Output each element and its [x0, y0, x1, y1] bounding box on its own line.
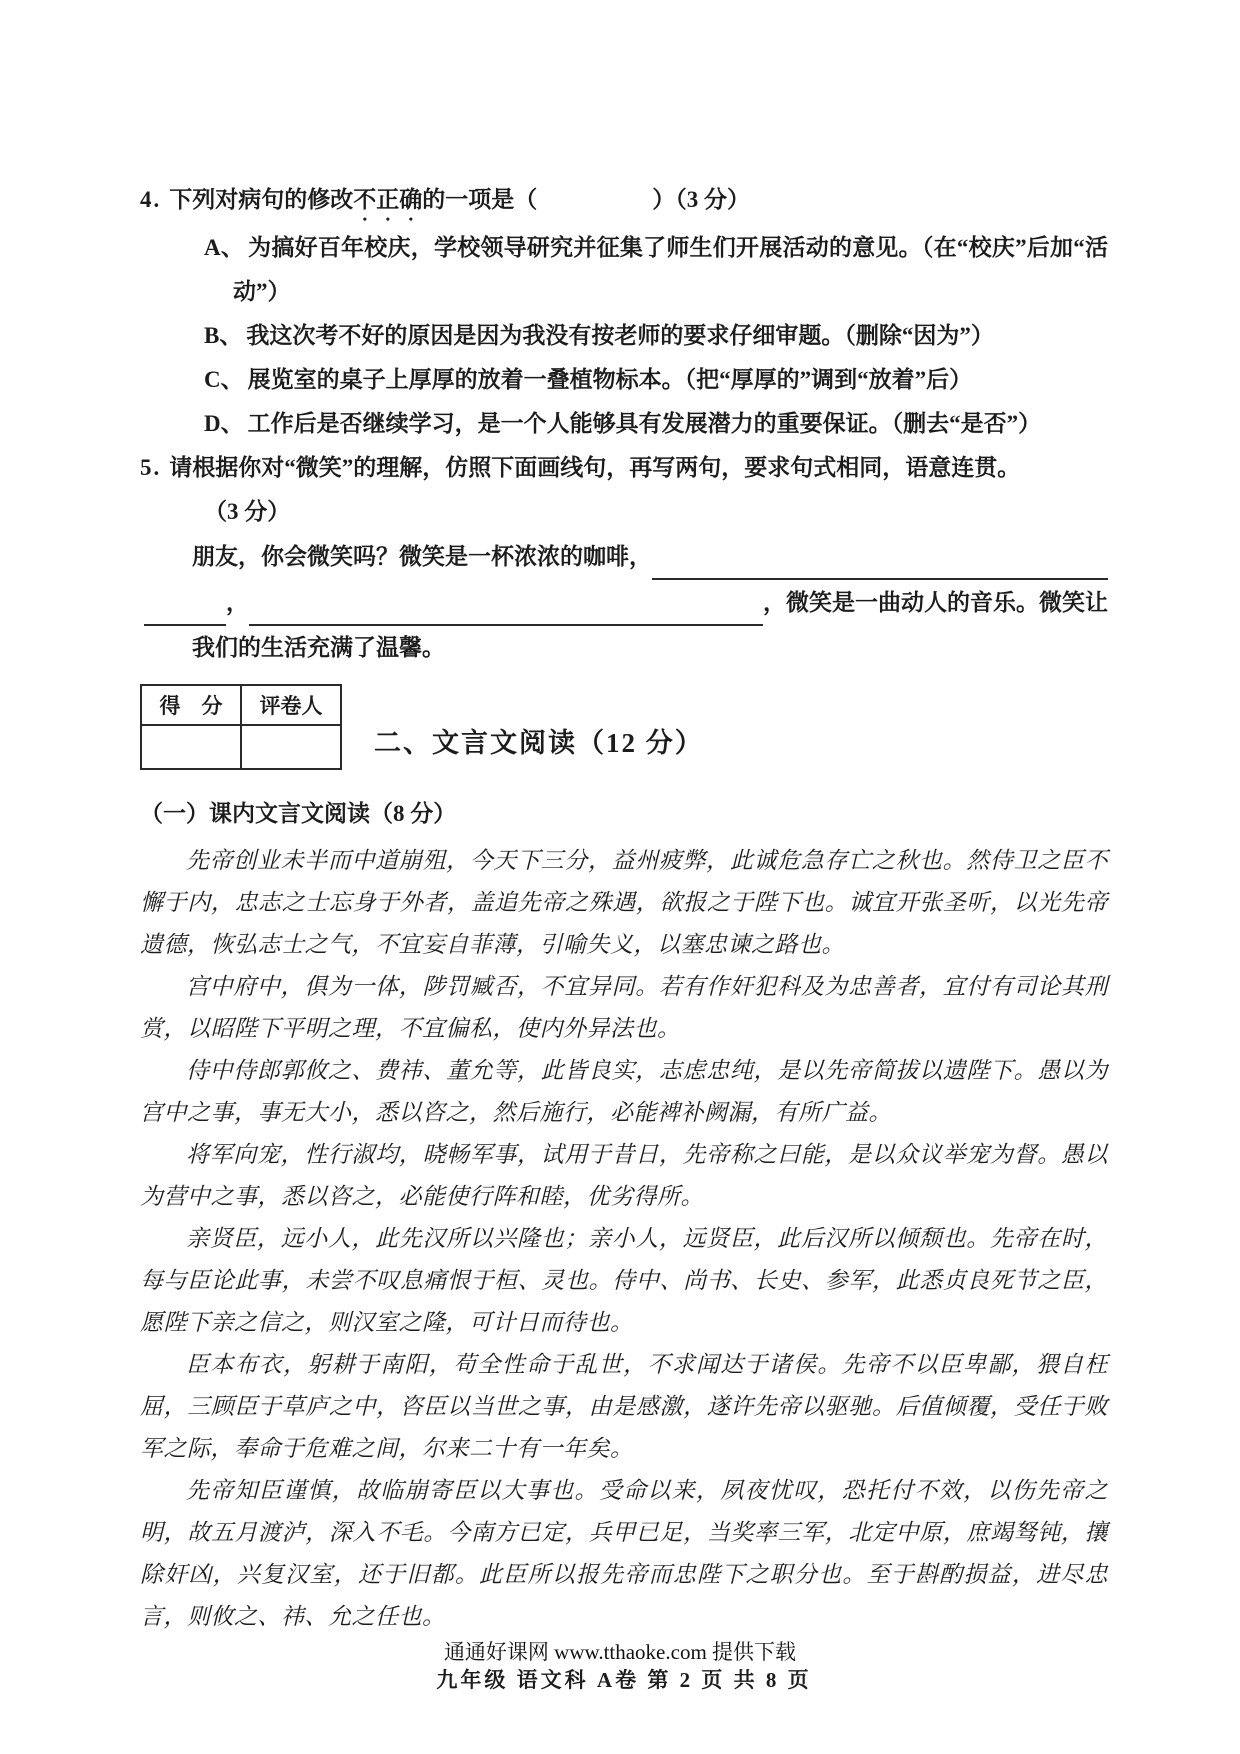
question-4-number: 4. [140, 187, 162, 212]
passage-paragraph: 亲贤臣，远小人，此先汉所以兴隆也；亲小人，远贤臣，此后汉所以倾颓也。先帝在时，每与臣论此事，未尝不叹息痛恨于桓、灵也。侍中、尚书、长史、参军，此悉贞良死节之臣，愿陛下亲之信之，则汉室之隆，可计日而待也。 [140, 1226, 1108, 1335]
section-title: 二、文言文阅读（12 分） [374, 727, 704, 758]
question-4-stem-emphasis: 不正确 [353, 187, 423, 212]
subsection-title: （一）课内文言文阅读（8 分） [140, 801, 457, 826]
question-5-stem-text: 请根据你对“微笑”的理解，仿照下面画线句，再写两句，要求句式相同，语意连贯。 [169, 455, 1021, 480]
grader-cell-label: 评卷人 [241, 685, 341, 725]
passage-paragraph: 臣本布衣，躬耕于南阳，苟全性命于乱世，不求闻达于诸侯。先帝不以臣卑鄙，猥自枉屈，三顾臣于草庐之中，咨臣以当世之事，由是感激，遂许先帝以驱驰。后值倾覆，受任于败军之际，奉命于危难之间，尔来二十有一年矣。 [140, 1352, 1108, 1461]
question-5-sentence-line-3: 我们的生活充满了温馨。 [192, 635, 445, 660]
question-4-stem-post: 的一项是（ ）（3 分） [422, 187, 750, 212]
question-4-option-d [204, 402, 1108, 446]
passage-paragraph: 先帝创业未半而中道崩殂，今天下三分，益州疲弊，此诚危急存亡之秋也。然侍卫之臣不懈于内，忠志之士忘身于外者，盖追先帝之殊遇，欲报之于陛下也。诚宜开张圣听，以光先帝遗德，恢弘志士之气，不宜妄自菲薄，引喻失义，以塞忠谏之路也。 [140, 848, 1108, 957]
passage [140, 840, 1108, 1638]
passage-paragraph: 侍中侍郎郭攸之、费祎、董允等，此皆良实，志虑忠纯，是以先帝简拔以遗陛下。愚以为宫中之事，事无大小，悉以咨之，然后施行，必能裨补阙漏，有所广益。 [140, 1058, 1108, 1125]
score-cell-empty [141, 725, 241, 769]
option-c-text: 展览室的桌子上厚厚的放着一叠植物标本。（把“厚厚的”调到“放着”后） [247, 367, 973, 392]
grader-cell-empty [241, 725, 341, 769]
sentence-line-2-comma: ， [226, 590, 249, 615]
sentence-line-2-tail: ，微笑是一曲动人的音乐。微笑让 [763, 590, 1108, 615]
question-5-stem [140, 446, 1108, 490]
question-5-sentence-line-2 [144, 580, 1108, 626]
passage-paragraph: 将军向宠，性行淑均，晓畅军事，试用于昔日，先帝称之曰能，是以众议举宠为督。愚以为营中之事，悉以咨之，必能使行阵和睦，优劣得所。 [140, 1142, 1108, 1209]
sentence-line-1-text: 朋友，你会微笑吗？微笑是一杯浓浓的咖啡， [192, 544, 652, 569]
option-d-label: D、 [204, 411, 244, 436]
answer-blank-2 [144, 594, 226, 626]
section-header-row [140, 684, 1108, 770]
question-4-stem-pre: 下列对病句的修改 [169, 187, 354, 212]
option-a-label: A、 [204, 235, 245, 260]
page-footer: 九年级 语文科 A卷 第 2 页 共 8 页 [436, 1668, 812, 1692]
option-d-text: 工作后是否继续学习，是一个人能够具有发展潜力的重要保证。（删去“是否”） [247, 411, 1042, 436]
question-5-number: 5. [140, 455, 162, 480]
question-4-stem [140, 178, 1108, 226]
question-5-score: （3 分） [204, 499, 291, 524]
option-a-text: 为搞好百年校庆，学校领导研究并征集了师生们开展活动的意见。（在“校庆”后加“活动”） [233, 235, 1108, 304]
question-4-option-a [204, 226, 1108, 314]
question-4-option-b [204, 314, 1108, 358]
watermark: 通通好课网 www.tthaoke.com 提供下载 [443, 1640, 797, 1664]
passage-paragraph: 宫中府中，俱为一体，陟罚臧否，不宜异同。若有作奸犯科及为忠善者，宜付有司论其刑赏，以昭陛下平明之理，不宜偏私，使内外异法也。 [140, 974, 1108, 1041]
answer-blank-1 [652, 548, 1108, 580]
page-content [140, 178, 1108, 1694]
score-table [140, 684, 342, 770]
option-c-label: C、 [204, 367, 244, 392]
option-b-text: 我这次考不好的原因是因为我没有按老师的要求仔细审题。（删除“因为”） [246, 323, 994, 348]
option-b-label: B、 [204, 323, 243, 348]
answer-blank-3 [249, 594, 763, 626]
passage-paragraph: 先帝知臣谨慎，故临崩寄臣以大事也。受命以来，夙夜忧叹，恐托付不效，以伤先帝之明，故五月渡泸，深入不毛。今南方已定，兵甲已足，当奖率三军，北定中原，庶竭驽钝，攘除奸凶，兴复汉室，还于旧都。此臣所以报先帝而忠陛下之职分也。至于斟酌损益，进尽忠言，则攸之、祎、允之任也。 [140, 1478, 1108, 1629]
score-cell-label: 得 分 [141, 685, 241, 725]
question-5-sentence-line-1 [192, 534, 1108, 580]
question-4-option-c [204, 358, 1108, 402]
